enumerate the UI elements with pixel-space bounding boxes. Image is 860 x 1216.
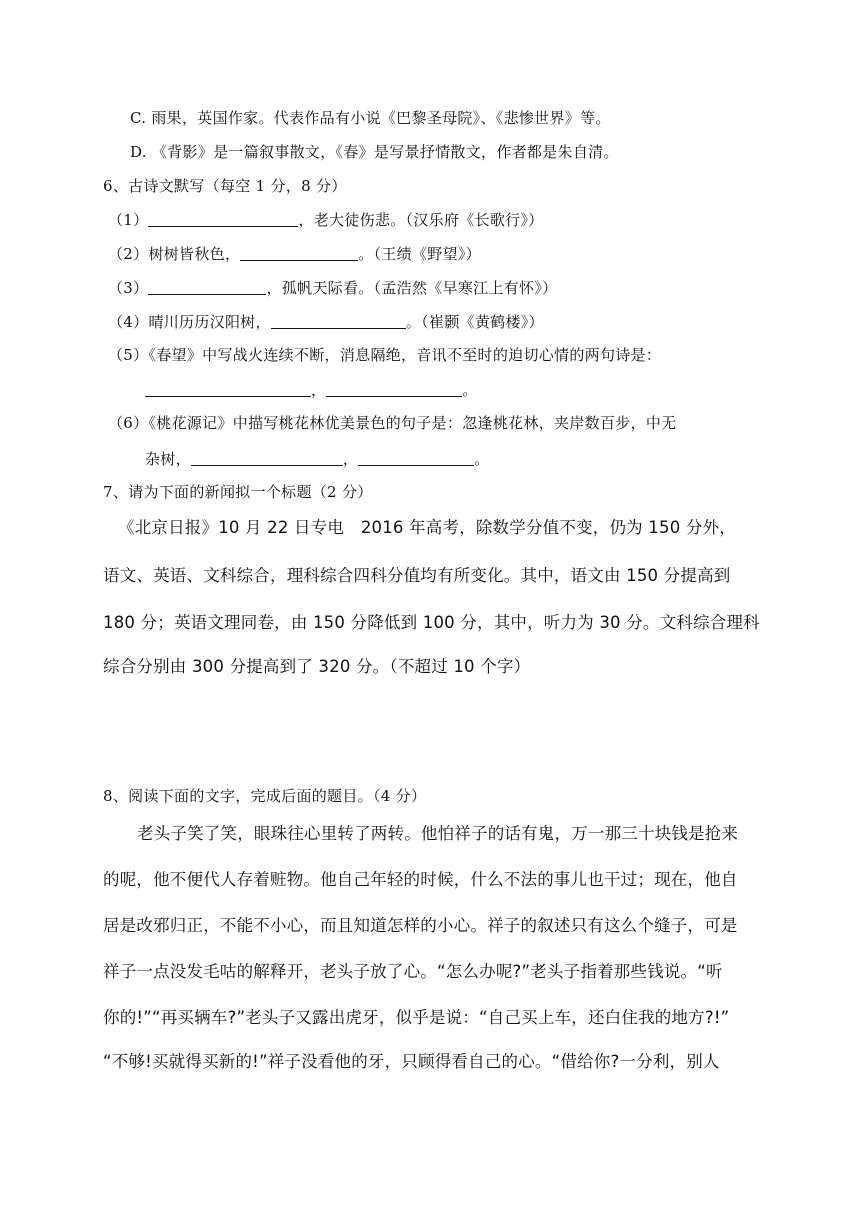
answer-blank [145, 382, 311, 397]
item-number: （6） [108, 414, 149, 432]
item-number: （4） [108, 313, 149, 331]
q7-paragraph-line: 语文、英语、文科综合，理科综合四科分值均有所变化。其中，语文由 150 分提高到 [103, 566, 731, 585]
q6-item-6 [108, 416, 676, 431]
option-d: D. 《背影》是一篇叙事散文，《春》是写景抒情散文，作者都是朱自清。 [130, 143, 619, 161]
q7-heading: 7、请为下面的新闻拟一个标题（2 分） [103, 483, 373, 501]
q6-item-6-answer [145, 451, 490, 467]
q8-paragraph-line: 祥子一点没发毛咕的解释开，老头子放了心。“怎么办呢?”老头子指着那些钱说。“听 [103, 962, 723, 981]
separator: ， [342, 450, 359, 468]
q6-item-3 [108, 280, 557, 296]
item-text: ，老大徒伤悲。（汉乐府《长歌行》） [298, 211, 544, 229]
q8-paragraph-line: 的呢，他不便代人存着赃物。他自己年轻的时候，什么不法的事儿也干过；现在，他自 [103, 870, 738, 889]
answer-blank [191, 451, 343, 466]
q6-item-2 [108, 246, 481, 262]
item-number: （3） [108, 279, 149, 297]
answer-blank [148, 212, 298, 227]
answer-blank [240, 246, 358, 261]
q6-heading: 6、古诗文默写（每空 1 分，8 分） [103, 177, 347, 195]
item-text: 。（崔颢《黄鹤楼》） [405, 313, 544, 331]
q6-item-1 [108, 212, 544, 228]
answer-blank [326, 382, 462, 397]
item-text: 树树皆秋色， [148, 245, 241, 263]
q6-item-4 [108, 314, 544, 330]
answer-blank [148, 280, 266, 295]
item-number: （2） [108, 245, 149, 263]
q7-paragraph-line: 《北京日报》10 月 22 日专电 2016 年高考，除数学分值不变，仍为 150 分外， [118, 518, 736, 537]
q6-item-5 [108, 348, 661, 363]
end-mark: 。 [474, 450, 490, 468]
separator: ， [311, 381, 327, 399]
q8-paragraph-line: “不够!买就得买新的!”祥子没看他的牙，只顾得看自己的心。“借给你?一分利，别人 [103, 1052, 720, 1071]
end-mark: 。 [462, 381, 478, 399]
q8-paragraph-line: 老头子笑了笑，眼珠往心里转了两转。他怕祥子的话有鬼，万一那三十块钱是抢来 [137, 824, 739, 843]
item-text: 《春望》中写战火连续不断，消息隔绝，音讯不至时的迫切心情的两句诗是： [148, 346, 662, 364]
q7-paragraph-line: 180 分；英语文理同卷，由 150 分降低到 100 分，其中，听力为 30 分。文科综合理科 [103, 613, 760, 632]
q7-paragraph-line: 综合分别由 300 分提高到了 320 分。（不超过 10 个字） [103, 657, 531, 676]
item-text: 晴川历历汉阳树， [148, 313, 271, 331]
q8-paragraph-line: 居是改邪归正，不能不小心，而且知道怎样的小心。祥子的叙述只有这么个缝子，可是 [103, 916, 738, 935]
option-c: C. 雨果，英国作家。代表作品有小说《巴黎圣母院》、《悲惨世界》等。 [130, 109, 611, 127]
item-text: 杂树， [145, 450, 191, 468]
item-text: 《桃花源记》中描写桃花林优美景色的句子是：忽逢桃花林，夹岸数百步，中无 [148, 414, 677, 432]
q8-paragraph-line: 你的!”“再买辆车?”老头子又露出虎牙，似乎是说：“自己买上车，还白住我的地方?!” [103, 1008, 730, 1027]
answer-blank [358, 451, 474, 466]
q6-item-5-answer [145, 382, 478, 398]
item-text: ，孤帆天际看。（孟浩然《早寒江上有怀》） [266, 279, 558, 297]
item-number: （5） [108, 346, 149, 364]
q8-heading: 8、阅读下面的文字，完成后面的题目。（4 分） [103, 787, 427, 805]
item-number: （1） [108, 211, 149, 229]
answer-blank [271, 314, 406, 329]
item-text: 。（王绩《野望》） [358, 245, 481, 263]
